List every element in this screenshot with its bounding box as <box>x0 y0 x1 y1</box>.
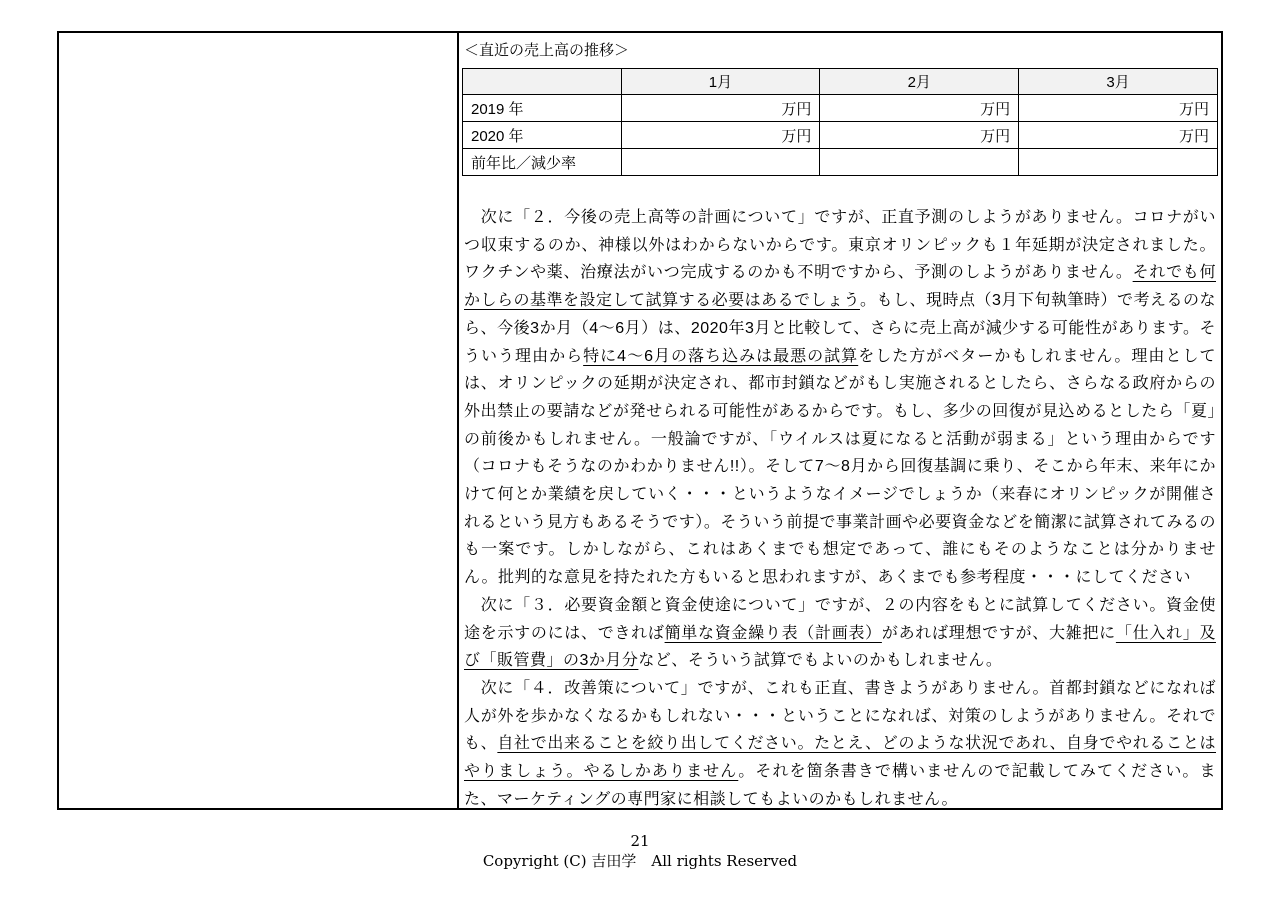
paragraph-improvement <box>464 675 1216 814</box>
sales-table <box>462 68 1218 176</box>
sales-table-title: ＜直近の売上高の推移＞ <box>464 42 630 59</box>
table-row-yoy <box>463 149 1218 176</box>
text-segment: 次に「３．必要資金額と資金使途について」ですが、２の内容をもとに試算してください。資金使途を示すのには、できれば <box>464 596 1216 642</box>
cell-2020-feb: 万円 <box>820 122 1019 149</box>
underlined-text-segment: 簡単な資金繰り表（計画表） <box>664 624 882 642</box>
text-segment: 次に「２．今後の売上高等の計画について」ですが、正直予測のしようがありません。コロナがいつ収束するのか、神様以外はわからないからです。東京オリンピックも１年延期が決定されました。ワクチンや薬、治療法がいつ完成するのかも不明ですから、予測のしようがありません。 <box>464 209 1216 282</box>
underlined-text-segment: 自社で出来ることを絞り出してください。たとえ、どのような状況であれ、自身でやれることはやりましょう。やるしかありません <box>464 735 1216 781</box>
row-label-2020: 2020 年 <box>463 122 622 149</box>
text-segment: 次に「４．改善策について」ですが、これも正直、書きようがありません。首都封鎖などになれば人が外を歩かなくなるかもしれない・・・ということになれば、対策のしようがありません。それでも、 <box>464 679 1216 753</box>
left-empty-cell <box>59 33 459 808</box>
underlined-text-segment: それでも何かしらの基準を設定して試算する必要はあるでしょう <box>464 264 1216 310</box>
page-footer <box>0 832 1280 870</box>
content-cell <box>459 33 1221 808</box>
row-label-2019: 2019 年 <box>463 95 622 122</box>
copyright-notice: Copyright (C) 吉田学 All rights Reserved <box>482 852 798 870</box>
text-segment: 。それを箇条書きで構いませんので記載してみてください。また、マーケティングの専門家に相談してもよいのかもしれません。 <box>464 763 1216 808</box>
cell-2019-jan: 万円 <box>621 95 820 122</box>
header-cell-february: 2月 <box>820 69 1019 95</box>
table-row-2020 <box>463 122 1218 149</box>
row-label-yoy: 前年比／減少率 <box>463 149 622 176</box>
sales-table-header-row <box>463 69 1218 95</box>
text-segment: があれば理想ですが、大雑把に <box>881 624 1116 642</box>
worksheet-frame <box>57 31 1223 810</box>
body-text <box>462 204 1218 813</box>
underlined-text-segment: 「仕入れ」及び「販管費」の3か月分 <box>464 624 1216 670</box>
cell-yoy-feb <box>820 149 1019 176</box>
cell-2019-mar: 万円 <box>1019 95 1218 122</box>
page-number: 21 <box>630 832 650 850</box>
header-cell-march: 3月 <box>1019 69 1218 95</box>
text-segment: など、そういう試算でもよいのかもしれません。 <box>638 652 1003 670</box>
text-segment: 。もし、現時点（3月下旬執筆時）で考えるのなら、今後3か月（4～6月）は、2020年3月と比較して、さらに売上高が減少する可能性があります。そういう理由から <box>464 292 1217 365</box>
cell-yoy-mar <box>1019 149 1218 176</box>
cell-2019-feb: 万円 <box>820 95 1019 122</box>
cell-2020-jan: 万円 <box>621 122 820 149</box>
underlined-text-segment: 特に4～6月の落ち込みは最悪の試算 <box>583 347 859 365</box>
paragraph-required-funds <box>464 592 1216 675</box>
header-cell-empty <box>463 69 622 95</box>
cell-yoy-jan <box>621 149 820 176</box>
paragraph-sales-plan <box>464 204 1216 592</box>
text-segment: をした方がベターかもしれません。理由としては、オリンピックの延期が決定され、都市封鎖などがもし実施されるとしたら、さらなる政府からの外出禁止の要請などが発せられる可能性があるからです。もし、多少の回復が見込めるとしたら「夏」の前後かもしれません。一般論ですが、「ウイルスは夏になると活動が弱まる」という理由からです（コロナもそうなのかわかりません!!）。そして7～8月から回復基調に乗り、そこから年末、来年にかけて何とか業績を戻していく・・・というようなイメージでしょうか（来春にオリンピックが開催されるという見方もあるそうです）。そういう前提で事業計画や必要資金などを簡潔に試算されてみるのも一案です。しかしながら、これはあくまでも想定であって、誰にもそのようなことは分かりません。批判的な意見を持たれた方もいると思われますが、あくまでも参考程度・・・にしてください <box>464 347 1216 587</box>
cell-2020-mar: 万円 <box>1019 122 1218 149</box>
table-row-2019 <box>463 95 1218 122</box>
header-cell-january: 1月 <box>621 69 820 95</box>
